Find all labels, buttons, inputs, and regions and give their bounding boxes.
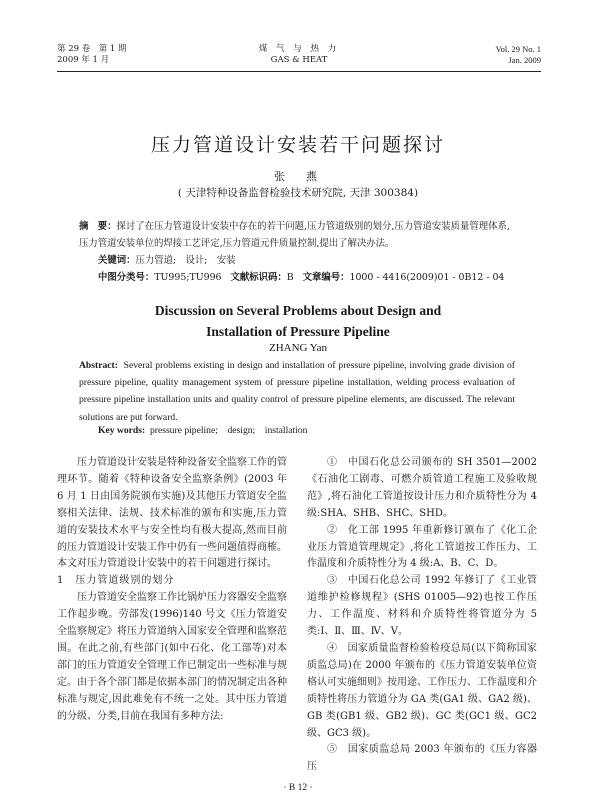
paper-title-en-line2: Installation of Pressure Pipeline	[206, 324, 390, 339]
doc-code: B	[286, 272, 294, 283]
journal-volume-en	[496, 44, 541, 66]
list-item: ⑤ 国家质监总局 2003 年颁布的《压力容器压	[307, 744, 537, 773]
abstract-cn	[79, 218, 515, 252]
author-name: 张 燕	[274, 170, 322, 183]
list-item: ③ 中国石化总公司 1992 年修订了《工业管道维护检修规程》(SHS 01005—92)也按工作压力、工作温度、材料和介质特性将管道分为 5 类:Ⅰ、Ⅱ、Ⅲ、Ⅳ、Ⅴ。	[307, 575, 537, 638]
classification-line	[79, 269, 534, 286]
keywords-cn-label: 关键词：	[98, 255, 136, 266]
body-paragraph: 压力管道设计安装是特种设备安全监察工作的管理环节。随着《特种设备安全监察条例》(2003 年 6 月 1 日由国务院颁布实施)及其他压力管道安全监察相关法律、法规、技术标准的颁布和实施,压力管道的安装技术水平与安全性均有极大提高,然而目前的压力管道设计安装工作中仍有一些问题值得商榷。本文对压力管道设计安装中的若干问题进行探讨。	[57, 457, 287, 570]
abstract-cn-text: 探讨了在压力管道设计安装中存在的若干问题,压力管道级别的划分,压力管道安装质量管理体系,压力管道安装单位的焊接工艺评定,压力管道元件质量控制,提出了解决办法。	[79, 221, 510, 249]
article-number: 1000 - 4416(2009)01 - 0B12 - 04	[349, 272, 505, 283]
keywords-cn-text: 压力管道; 设计; 安装	[135, 255, 236, 266]
issue-date-cn: 2009 年 1 月	[57, 55, 110, 65]
clc-number: TU995;TU996	[154, 272, 222, 283]
volume-issue-en: Vol. 29 No. 1	[495, 44, 541, 54]
keywords-en	[98, 422, 307, 436]
journal-name-en: GAS & HEAT	[270, 55, 328, 65]
page-number: · B 12 ·	[283, 783, 313, 793]
abstract-en-label: Abstract:	[79, 360, 118, 371]
body-paragraph: 压力管道安全监察工作比锅炉压力容器安全监察工作起步晚。劳部发(1996)140 号文《压力管道安全监察规定》将压力管道纳入国家安全管理和监察范围。在此之前,有些部门(如中石化、化工部等)对本部门的压力管道安全管理工作已制定出一些标准与规定。由于各个部门都是依据本部门的情况制定出各种标准与规定,因此难免有不统一之处。其中压力管道的分级、分类,目前在我国有多种方法:	[57, 592, 287, 722]
journal-name	[57, 44, 541, 66]
header-rule	[57, 71, 541, 72]
journal-name-cn: 煤 气 与 热 力	[258, 44, 340, 54]
clc-label: 中图分类号：	[98, 272, 155, 283]
body-column-left	[57, 455, 287, 726]
paper-title-en-line1: Discussion on Several Problems about Design and	[154, 303, 442, 318]
keywords-en-label: Key words:	[98, 425, 146, 436]
doc-code-label: 文献标识码：	[230, 272, 287, 283]
paper-title-en	[0, 300, 596, 342]
abstract-en	[79, 357, 515, 426]
paper-title: 压力管道设计安装若干问题探讨	[150, 134, 445, 156]
volume-issue: 第 29 卷 第 1 期	[57, 44, 127, 54]
list-item: ④ 国家质量监督检验检疫总局(以下简称国家质监总局)在 2000 年颁布的《压力管道安装单位资格认可实施细则》按用途、工作压力、工作温度和介质特性将压力管道分为 GA 类(GA1 级、GA2 级)、GB 类(GB1 级、GB2 级)、GC 类(GC1 级、GC2 级、GC3 级)。	[307, 642, 537, 739]
list-item: ② 化工部 1995 年重新修订颁布了《化工企业压力管道管理规定》,将化工管道按工作压力、工作温度和介质特性分为 4 级:A、B、C、D。	[307, 524, 537, 570]
abstract-cn-label: 摘 要：	[79, 221, 117, 232]
article-number-label: 文章编号：	[302, 272, 350, 283]
section-heading: 1 压力管道级别的划分	[57, 575, 175, 587]
abstract-en-text: Several problems existing in design and installation of pressure pipeline, involving grade division of pressure pipeline, quality management system of pressure pipeline installation, welding process evaluation of pressure pipeline installation units and quality control of pressure pipeline elements, are discussed. The relevant solutions are put forward.	[79, 360, 515, 423]
issue-date-en: Jan. 2009	[508, 55, 541, 65]
list-item: ① 中国石化总公司颁布的 SH 3501—2002《石油化工剧毒、可燃介质管道工程施工及验收规范》,将石油化工管道按设计压力和介质特性分为 4 级:SHA、SHB、SHC、SHD。	[307, 457, 537, 519]
body-column-right	[307, 455, 537, 776]
keywords-en-text: pressure pipeline; design; installation	[149, 425, 308, 436]
keywords-cn	[79, 252, 534, 269]
running-header	[57, 44, 541, 68]
author-affiliation: ( 天津特种设备监督检验技术研究院, 天津 300384)	[177, 187, 419, 199]
author-name-en: ZHANG Yan	[268, 342, 328, 354]
